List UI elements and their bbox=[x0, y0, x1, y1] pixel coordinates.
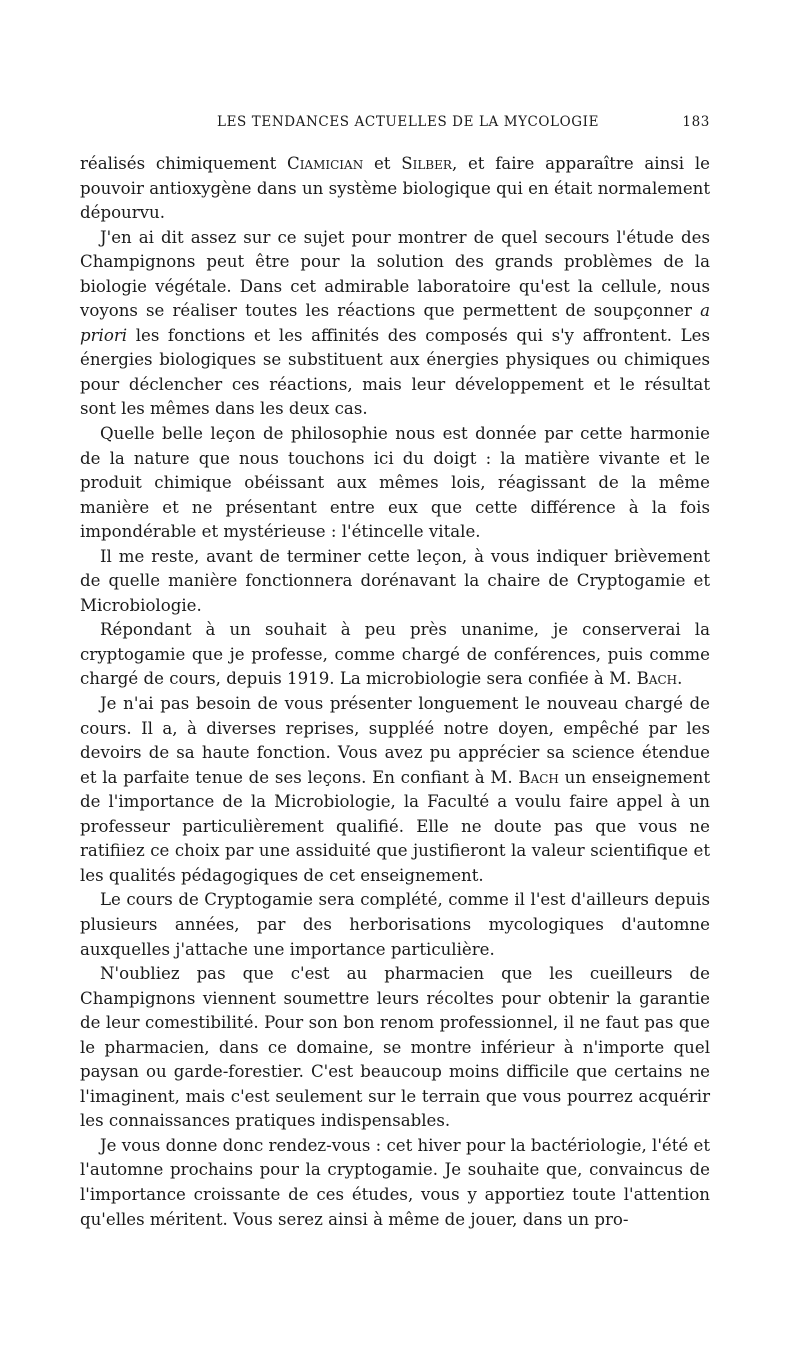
author-name: Silber bbox=[401, 154, 452, 173]
body-text bbox=[80, 152, 710, 1232]
paragraph bbox=[80, 962, 710, 1134]
running-header bbox=[80, 114, 710, 138]
text-segment: et bbox=[363, 154, 402, 173]
text-segment: les fonctions et les affinités des composés qui s'y affrontent. Les énergies biologiques se substituent aux énergies physiques ou chimiques pour déclencher ces réactions, mais leur développement et le résultat sont les mêmes dans les deux cas. bbox=[80, 325, 710, 419]
text-segment: Il me reste, avant de terminer cette leçon, à vous indiquer brièvement de quelle manière fonctionnera dorénavant la chaire de Cryptogamie et Microbiologie. bbox=[80, 546, 710, 615]
author-name: Bach bbox=[518, 767, 559, 787]
paragraph bbox=[80, 545, 710, 619]
text-segment: Répondant à un souhait à peu près unanime, je conserverai la cryptogamie que je professe, comme chargé de conférences, puis comme chargé de cours, depuis 1919. La microbiologie sera confiée à M. bbox=[80, 620, 710, 689]
paragraph bbox=[80, 888, 710, 962]
author-name: Bach bbox=[636, 669, 678, 689]
paragraph bbox=[80, 618, 710, 692]
paragraph bbox=[80, 422, 710, 545]
text-segment: Le cours de Cryptogamie sera complété, comme il l'est d'ailleurs depuis plusieurs années, par des herborisations mycologiques d'automne auxquelles j'attache une importance particulière. bbox=[80, 890, 710, 959]
paragraph bbox=[80, 152, 710, 226]
text-segment: Quelle belle leçon de philosophie nous est donnée par cette harmonie de la nature que nous touchons ici du doigt : la matière vivante et le produit chimique obéissant aux mêmes lois, réagissant de la même manière et ne présentant entre eux que cette différence à la fois impondérable et mystérieuse : l'étincelle vitale. bbox=[80, 424, 710, 542]
text-segment: réalisés chimiquement bbox=[80, 154, 287, 173]
author-name: Ciamician bbox=[287, 154, 364, 173]
paragraph bbox=[80, 692, 710, 888]
text-segment: , et faire apparaître ainsi le pouvoir antioxygène dans un système biologique qui en était normalement dépourvu. bbox=[80, 154, 711, 223]
text-segment: J'en ai dit assez sur ce sujet pour montrer de quel secours l'étude des Champignons peut être pour la solution des grands problèmes de la biologie végétale. Dans cet admirable laboratoire qu'est la cellule, nous voyons se réaliser toutes les réactions que permettent de soupçonner bbox=[80, 227, 710, 321]
running-title: LES TENDANCES ACTUELLES DE LA MYCOLOGIE bbox=[217, 114, 600, 130]
text-segment: . bbox=[677, 669, 683, 689]
text-segment: Je n'ai pas besoin de vous présenter longuement le nouveau chargé de cours. Il a, à diverses reprises, suppléé notre doyen, empêché par les devoirs de sa haute fonction. Vous avez pu apprécier sa science étendue et la parfaite tenue de ses leçons. En confiant à M. bbox=[80, 694, 710, 787]
paragraph bbox=[80, 226, 710, 422]
italic-phrase: a priori bbox=[80, 301, 710, 345]
page-number: 183 bbox=[682, 114, 710, 130]
paragraph bbox=[80, 1134, 710, 1232]
text-segment: un enseignement de l'importance de la Microbiologie, la Faculté a voulu faire appel à un professeur particulièrement qualifié. Elle ne doute pas que vous ne ratifiiez ce choix par une assiduité que justifieront la valeur scientifique et les qualités pédagogiques de cet enseignement. bbox=[80, 767, 710, 885]
text-segment: Je vous donne donc rendez-vous : cet hiver pour la bactériologie, l'été et l'automne prochains pour la cryptogamie. Je souhaite que, convaincus de l'importance croissante de ces études, vous y apportiez toute l'attention qu'elles méritent. Vous serez ainsi à même de jouer, dans un pro- bbox=[80, 1135, 710, 1229]
text-segment: N'oubliez pas que c'est au pharmacien que les cueilleurs de Champignons viennent soumettre leurs récoltes pour obtenir la garantie de leur comestibilité. Pour son bon renom professionnel, il ne faut pas que le pharmacien, dans ce domaine, se montre inférieur à n'importe quel paysan ou garde-forestier. C'est beaucoup moins difficile que certains ne l'imaginent, mais c'est seulement sur le terrain que vous pourrez acquérir les connaissances pratiques indispensables. bbox=[80, 964, 710, 1131]
